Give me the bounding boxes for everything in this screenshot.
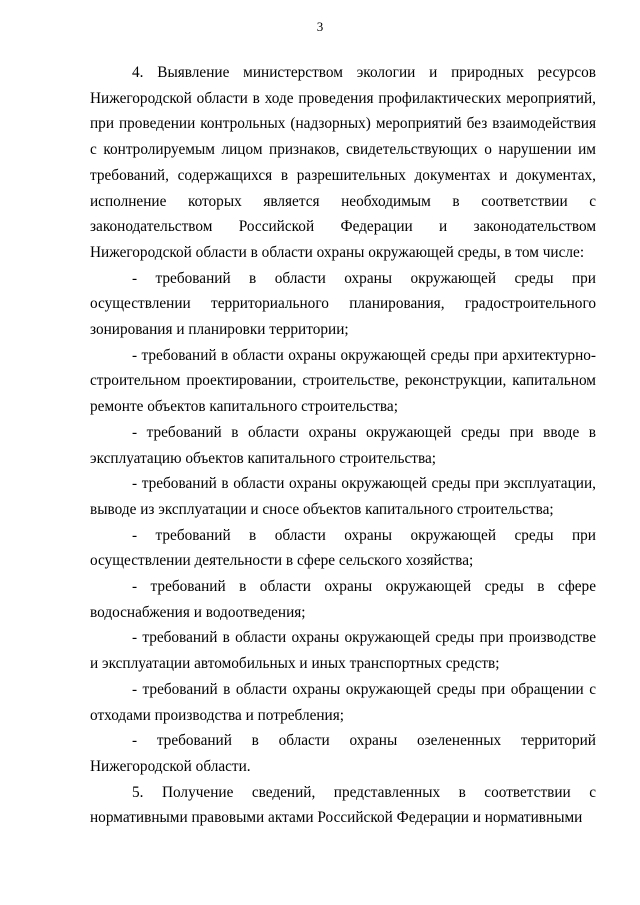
paragraph-item-4: 4. Выявление министерством экологии и природных ресурсов Нижегородской области в ходе проведения профилактических мероприятий, при проведении контрольных (надзорных) мероприятий без взаимодействия с контролируемым лицом признаков, свидетельствующих о нарушении им требований, содержащихся в разрешительных документах и документах, исполнение которых является необходимым в соответствии с законодательством Российской Федерации и законодательством Нижегородской области в области охраны окружающей среды, в том числе: <box>90 64 596 261</box>
list-item-territorial-planning: - требований в области охраны окружающей среды при осуществлении территориального планирования, градостроительного зонирования и планировки территории; <box>90 269 596 339</box>
list-item-operation-demolition: - требований в области охраны окружающей среды при эксплуатации, выводе из эксплуатации и сносе объектов капитального строительства; <box>90 475 596 518</box>
list-item-vehicles: - требований в области охраны окружающей среды при производстве и эксплуатации автомобильных и иных транспортных средств; <box>90 629 596 673</box>
list-item-commissioning: - требований в области охраны окружающей среды при вводе в эксплуатацию объектов капитального строительства; <box>90 423 596 467</box>
list-item-waste: - требований в области охраны окружающей среды при обращении с отходами производства и потребления; <box>90 680 596 724</box>
list-item-green-areas: - требований в области охраны озелененных территорий Нижегородской области. <box>90 732 596 775</box>
document-body <box>90 60 596 831</box>
page-number: 3 <box>316 19 324 34</box>
paragraph-item-5: 5. Получение сведений, представленных в соответствии с нормативными правовыми актами Российской Федерации и нормативными <box>90 783 596 827</box>
list-item-agriculture: - требований в области охраны окружающей среды при осуществлении деятельности в сфере сельского хозяйства; <box>90 526 596 570</box>
list-item-water-supply: - требований в области охраны окружающей среды в сфере водоснабжения и водоотведения; <box>90 578 596 621</box>
list-item-architectural-design: - требований в области охраны окружающей среды при архитектурно-строительном проектировании, строительстве, реконструкции, капитальном ремонте объектов капитального строительства; <box>90 346 596 416</box>
